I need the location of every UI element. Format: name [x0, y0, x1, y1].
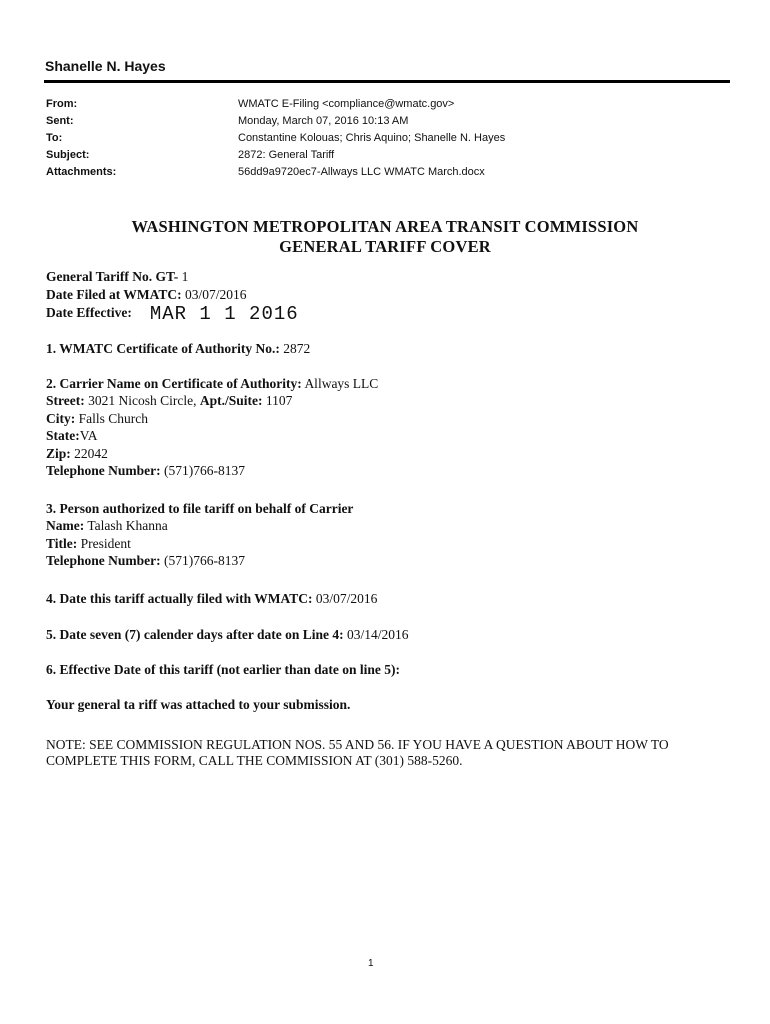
zip: Zip: 22042 — [46, 446, 108, 461]
attachments-label: Attachments: — [46, 166, 117, 178]
item-3-authorized-person: 3. Person authorized to file tariff on behalf of Carrier — [46, 501, 354, 516]
to-value: Constantine Kolouas; Chris Aquino; Shanelle N. Hayes — [238, 132, 506, 144]
city: City: Falls Church — [46, 411, 148, 426]
item-6-effective-date: 6. Effective Date of this tariff (not earlier than date on line 5): — [46, 662, 401, 677]
person-name: Name: Talash Khanna — [46, 518, 168, 533]
item-5-date-seven-days: 5. Date seven (7) calender days after date on Line 4: 03/14/2016 — [46, 627, 409, 642]
item-2-carrier-name: 2. Carrier Name on Certificate of Authority: Allways LLC — [46, 376, 379, 391]
email-attachments-row — [46, 164, 505, 181]
street: Street: 3021 Nicosh Circle, Apt./Suite: 1107 — [46, 393, 293, 408]
subject-value: 2872: General Tariff — [238, 149, 335, 161]
date-effective: Date Effective: MAR 1 1 2016 — [46, 303, 299, 325]
date-effective-stamp: MAR 1 1 2016 — [149, 303, 299, 325]
header-divider — [44, 80, 730, 83]
sent-value: Monday, March 07, 2016 10:13 AM — [238, 115, 409, 127]
item-4-date-filed: 4. Date this tariff actually filed with WMATC: 03/07/2016 — [46, 591, 378, 606]
form-title: WASHINGTON METROPOLITAN AREA TRANSIT COMMISSION — [131, 217, 639, 236]
form-subtitle: GENERAL TARIFF COVER — [279, 237, 491, 256]
item-1-certificate: 1. WMATC Certificate of Authority No.: 2872 — [46, 341, 311, 356]
date-filed: Date Filed at WMATC: 03/07/2016 — [46, 287, 247, 302]
subject-label: Subject: — [46, 149, 90, 161]
sender-name: Shanelle N. Hayes — [45, 58, 166, 74]
email-sent-row — [46, 113, 505, 130]
from-value: WMATC E-Filing <compliance@wmatc.gov> — [238, 98, 455, 110]
state: State:VA — [46, 428, 98, 443]
email-subject-row — [46, 147, 505, 164]
email-to-row — [46, 130, 505, 147]
tariff-number: General Tariff No. GT- 1 — [46, 269, 189, 284]
sent-label: Sent: — [46, 115, 74, 127]
from-label: From: — [46, 98, 78, 110]
email-from-row — [46, 96, 505, 113]
person-title: Title: President — [46, 536, 131, 551]
email-header — [46, 96, 505, 181]
note-text: NOTE: SEE COMMISSION REGULATION NOS. 55 AND 56. IF YOU HAVE A QUESTION ABOUT HOW TO COMPLETE THIS FORM, CALL THE COMMISSION AT (301) 588-5260. — [46, 737, 669, 768]
telephone: Telephone Number: (571)766-8137 — [46, 463, 246, 478]
person-telephone: Telephone Number: (571)766-8137 — [46, 553, 246, 568]
page-number: 1 — [368, 958, 374, 969]
to-label: To: — [46, 132, 63, 144]
attachment-link[interactable]: 56dd9a9720ec7-Allways LLC WMATC March.docx — [238, 166, 485, 178]
attached-notice: Your general ta riff was attached to your submission. — [46, 697, 351, 712]
